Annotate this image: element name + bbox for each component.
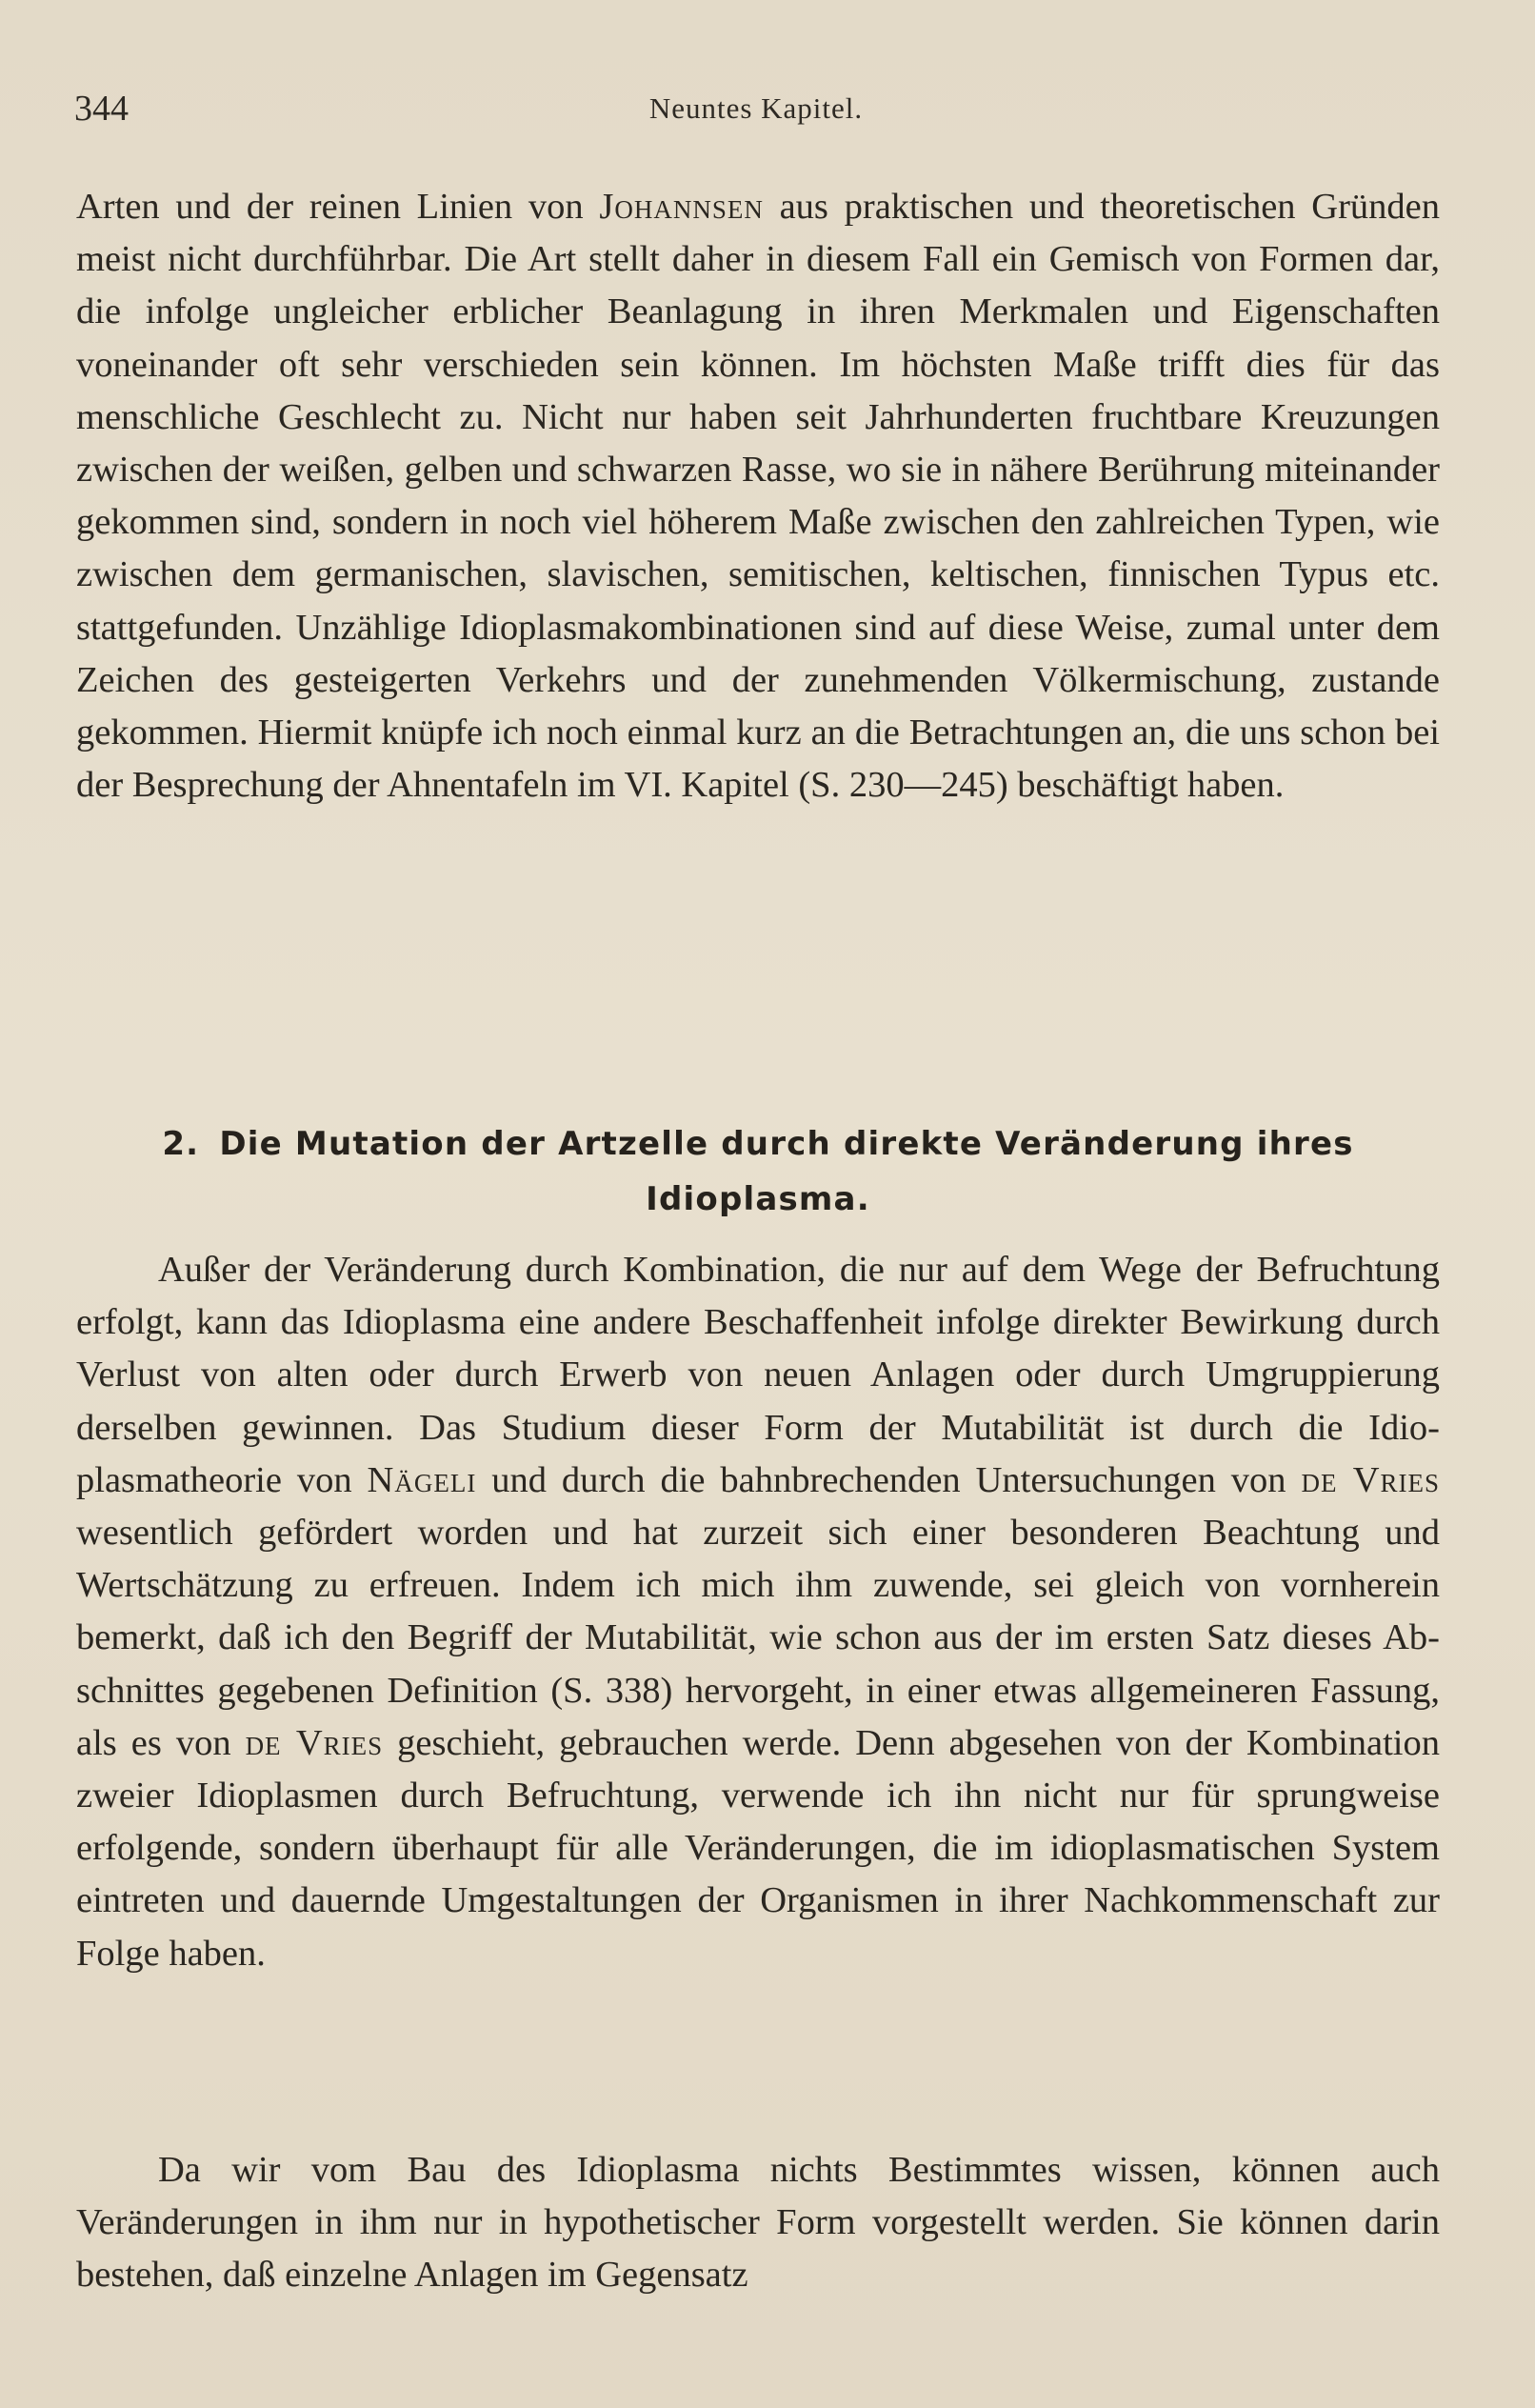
section-title: Die Mutation der Artzelle durch direkte Veränderung ihres Idioplasma. bbox=[219, 1125, 1354, 1218]
text-run: wesentlich gefördert worden und hat zurzeit sich einer besonderen Beachtung und Wertschätzung zu erfreuen. Indem ich mich ihm zuwende, sei gleich von vornherein bemerkt, daß ich den Begriff der Mutabilität, wie schon aus der im ersten Satz dieses Abschnittes gegebenen Definition (S. 338) hervorgeht, in einer etwas allgemeineren Fassung, als es von bbox=[76, 1513, 1440, 1763]
text-run: Arten und der reinen Linien von bbox=[76, 187, 600, 227]
paragraph-continuation bbox=[76, 181, 1440, 812]
text-run: geschieht, gebrauchen werde. Denn abgesehen von der Kombination zweier Idioplasmen durch Befruchtung, verwende ich ihn nicht nur für sprungweise erfolgende, sondern überhaupt für alle Veränderungen, die im idioplasmatischen System eintreten und dauernde Umgestaltungen der Organismen in ihrer Nachkommenschaft zur Folge haben. bbox=[76, 1722, 1441, 1974]
paragraph-text bbox=[76, 1244, 1440, 1980]
page-number: 344 bbox=[74, 89, 129, 129]
section-number: 2. bbox=[162, 1125, 200, 1163]
paragraph-idioplasma-structure bbox=[76, 2144, 1440, 2302]
author-name-naegeli: Nägeli bbox=[367, 1459, 477, 1500]
paragraph-mutation-intro bbox=[76, 1244, 1440, 1980]
text-run: aus praktischen und theoretischen Gründen meist nicht durchführbar. Die Art stellt daher in diesem Fall ein Gemisch von Formen dar, die infolge ungleicher erblicher Beanlagung in ihren Merkmalen und Eigenschaften voneinander oft sehr verschieden sein können. Im höchsten Maße trifft dies für das menschliche Geschlecht zu. Nicht nur haben seit Jahrhunderten fruchtbare Kreuzungen zwischen der weißen, gelben und schwarzen Rasse, wo sie in nähere Berührung miteinander gekommen sind, sondern in noch viel höherem Maße zwischen den zahlreichen Typen, wie zwischen dem germanischen, slavischen, semitischen, keltischen, finnischen Typus etc. stattgefunden. Unzählige Idioplasmakombinationen sind auf diese Weise, zumal unter dem Zeichen des gesteigerten Verkehrs und der zunehmenden Völkermischung, zustande gekommen. Hiermit knüpfe ich noch einmal kurz an die Betrachtungen an, die uns schon bei der Besprechung der Ahnentafeln im VI. Kapitel (S. 230—245) beschäftigt haben. bbox=[76, 187, 1440, 806]
author-name-johannsen: Johannsen bbox=[599, 187, 764, 227]
author-name-de-vries: de Vries bbox=[245, 1722, 384, 1763]
author-name-de-vries: de Vries bbox=[1301, 1459, 1441, 1500]
text-run: und durch die bahnbrechenden Untersuchungen von bbox=[476, 1459, 1302, 1500]
paragraph-text: Da wir vom Bau des Idioplasma nichts Bestimmtes wissen, können auch Veränderungen in ihm nur in hypothetischer Form vorgestellt werden. Sie können darin bestehen, daß einzelne Anlagen im Gegensatz bbox=[76, 2150, 1440, 2296]
section-heading bbox=[76, 1116, 1440, 1227]
running-head bbox=[74, 88, 1438, 135]
chapter-title: Neuntes Kapitel. bbox=[648, 91, 864, 125]
text-run: Außer der Veränderung durch Kombination, die nur auf dem Wege der Befruchtung erfolgt, kann das Idioplasma eine andere Beschaffenheit infolge direkter Bewirkung durch Verlust von alten oder durch Erwerb von neuen Anlagen oder durch Umgruppierung derselben gewinnen. Das Studium dieser Form der Mutabilität ist durch die Idioplasmatheorie von bbox=[76, 1250, 1440, 1500]
paragraph-text bbox=[76, 181, 1440, 812]
